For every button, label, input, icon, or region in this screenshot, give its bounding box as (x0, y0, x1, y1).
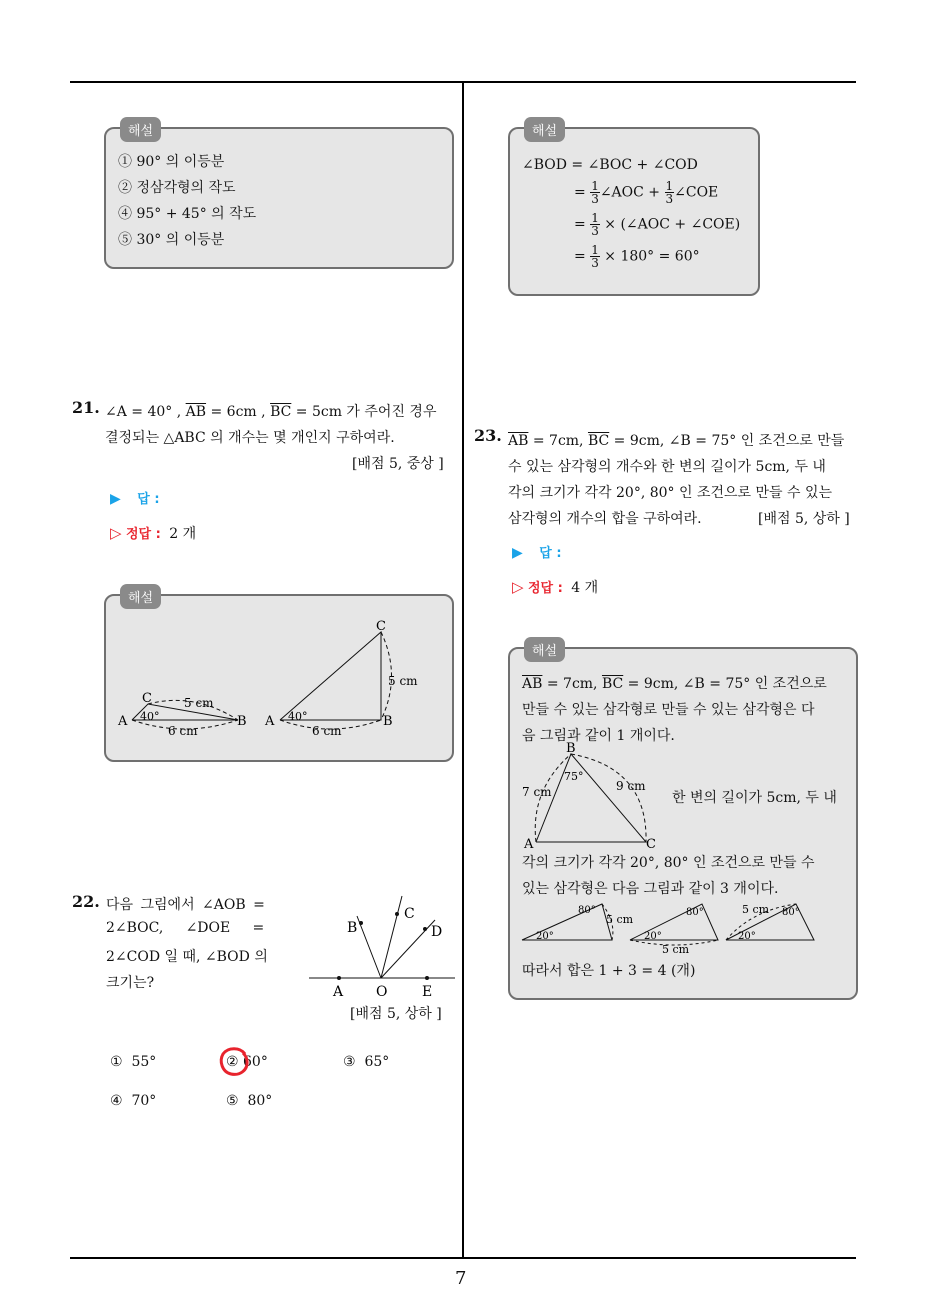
math-line: = $\frac{1}{3}$ ∠AOC + $\frac{1}{3}$ ∠COE (574, 179, 719, 206)
svg-text:A: A (333, 984, 344, 1000)
length-label: 6 cm (312, 724, 342, 738)
question-meta: [배점 5, 상하 ] (758, 511, 850, 527)
answer-row: ▶ 답 : (512, 545, 562, 561)
svg-text:A: A (524, 837, 534, 852)
length-label: 6 cm (168, 724, 198, 738)
q22-angle-figure (305, 890, 460, 1000)
svg-text:80°: 80° (686, 907, 704, 918)
vertex-label: B (383, 714, 393, 729)
svg-text:20°: 20° (738, 931, 756, 942)
correct-answer-row: ▷ 정답 : 4 개 (512, 578, 599, 596)
q23-triangle-figure-1 (516, 740, 666, 852)
svg-text:E: E (422, 984, 433, 1000)
choice-4[interactable]: ④ 70° (110, 1093, 157, 1109)
question-meta: [배점 5, 상하 ] (350, 1006, 442, 1022)
svg-text:C: C (646, 837, 656, 852)
vertex-label: A (265, 714, 275, 729)
selected-circle-icon (218, 1045, 252, 1079)
question-text: 다음 그림에서 ∠AOB = (106, 897, 265, 913)
svg-text:75°: 75° (564, 770, 584, 783)
q21-triangles-figure (104, 600, 454, 750)
explanation-line: 각의 크기가 각각 20°, 80° 인 조건으로 만들 수 (522, 855, 815, 871)
length-label: 5 cm (184, 696, 214, 710)
choice-3[interactable]: ③ 65° (343, 1054, 390, 1070)
answer-arrow-icon: ▶ (110, 491, 121, 507)
question-text: 크기는? (106, 975, 155, 991)
svg-text:80°: 80° (782, 907, 800, 918)
question-text: 결정되는 △ABC 의 개수는 몇 개인지 구하여라. (105, 430, 395, 446)
question-text: 수 있는 삼각형의 개수와 한 변의 길이가 5cm, 두 내 (508, 459, 826, 475)
explanation-line: ④ 95° + 45° 의 작도 (118, 206, 257, 222)
q23-triangles-figure-2 (516, 896, 820, 956)
length-label: 5 cm (388, 674, 418, 688)
vertex-label: B (237, 714, 247, 729)
explanation-line: $\overline{AB} = 7cm$, $\overline{BC} = 9cm$, ∠B = 75° 인 조건으로 (522, 676, 827, 692)
svg-text:B: B (347, 920, 358, 936)
bottom-rule (70, 1257, 856, 1259)
svg-text:C: C (404, 906, 415, 922)
svg-text:20°: 20° (644, 931, 662, 942)
vertex-label: A (118, 714, 128, 729)
explanation-line: ② 정삼각형의 작도 (118, 180, 236, 196)
explanation-line: 만들 수 있는 삼각형로 만들 수 있는 삼각형은 다 (522, 702, 815, 718)
angle-label: 40° (140, 710, 160, 723)
math-line: = $\frac{1}{3}$ × (∠AOC + ∠COE) (574, 211, 741, 238)
explanation-line: 한 변의 길이가 5cm, 두 내 (672, 790, 837, 806)
choice-1[interactable]: ① 55° (110, 1054, 157, 1070)
explanation-line: ① 90° 의 이등분 (118, 154, 225, 170)
explanation-line: 있는 삼각형은 다음 그림과 같이 3 개이다. (522, 881, 779, 897)
correct-arrow-icon: ▷ (512, 578, 524, 596)
answer-arrow-icon: ▶ (512, 545, 523, 561)
question-number: 21. (72, 398, 100, 417)
vertex-label: C (376, 619, 386, 634)
question-text: 삼각형의 개수의 합을 구하여라. (508, 511, 702, 527)
page-number: 7 (455, 1268, 467, 1289)
answer-row: ▶ 답 : (110, 491, 160, 507)
question-meta: [배점 5, 중상 ] (352, 456, 444, 472)
question-text: 2∠BOC, ∠DOE = (106, 920, 265, 936)
svg-text:9 cm: 9 cm (616, 779, 646, 793)
question-number: 23. (474, 426, 502, 445)
svg-text:B: B (566, 741, 576, 756)
angle-label: 40° (288, 710, 308, 723)
math-line: = $\frac{1}{3}$ × 180° = 60° (574, 243, 700, 270)
svg-text:80°: 80° (578, 905, 596, 916)
correct-answer-row: ▷ 정답 : 2 개 (110, 524, 197, 542)
question-text: 2∠COD 일 때, ∠BOD 의 (106, 949, 268, 965)
explanation-line: ⑤ 30° 의 이등분 (118, 232, 225, 248)
math-line: ∠BOD = ∠BOC + ∠COD (522, 157, 698, 173)
svg-text:O: O (376, 984, 388, 1000)
explanation-line: 음 그림과 같이 1 개이다. (522, 728, 675, 744)
svg-text:5 cm: 5 cm (662, 943, 690, 956)
explanation-line: 따라서 합은 1 + 3 = 4 (개) (522, 963, 696, 979)
explanation-tag: 해설 (120, 117, 161, 142)
question-text: $\overline{AB} = 7cm$, $\overline{BC} = 9cm$, ∠B = 75° 인 조건으로 만들 (508, 433, 845, 449)
explanation-tag: 해설 (120, 584, 161, 609)
svg-text:20°: 20° (536, 931, 554, 942)
question-number: 22. (72, 892, 100, 911)
column-divider (462, 83, 464, 1258)
svg-text:5 cm: 5 cm (742, 903, 770, 916)
question-text: ∠A = 40° , $\overline{AB} = 6cm$ , $\overline{BC} = 5cm$ 가 주어진 경우 (105, 404, 437, 420)
choice-5[interactable]: ⑤ 80° (226, 1093, 273, 1109)
explanation-tag: 해설 (524, 637, 565, 662)
vertex-label: C (142, 691, 152, 706)
svg-text:D: D (431, 924, 443, 940)
correct-arrow-icon: ▷ (110, 524, 122, 542)
choice-2[interactable]: ② 60° (226, 1054, 268, 1070)
explanation-tag: 해설 (524, 117, 565, 142)
question-text: 각의 크기가 각각 20°, 80° 인 조건으로 만들 수 있는 (508, 485, 833, 501)
svg-text:7 cm: 7 cm (522, 785, 552, 799)
svg-text:5 cm: 5 cm (606, 913, 634, 926)
